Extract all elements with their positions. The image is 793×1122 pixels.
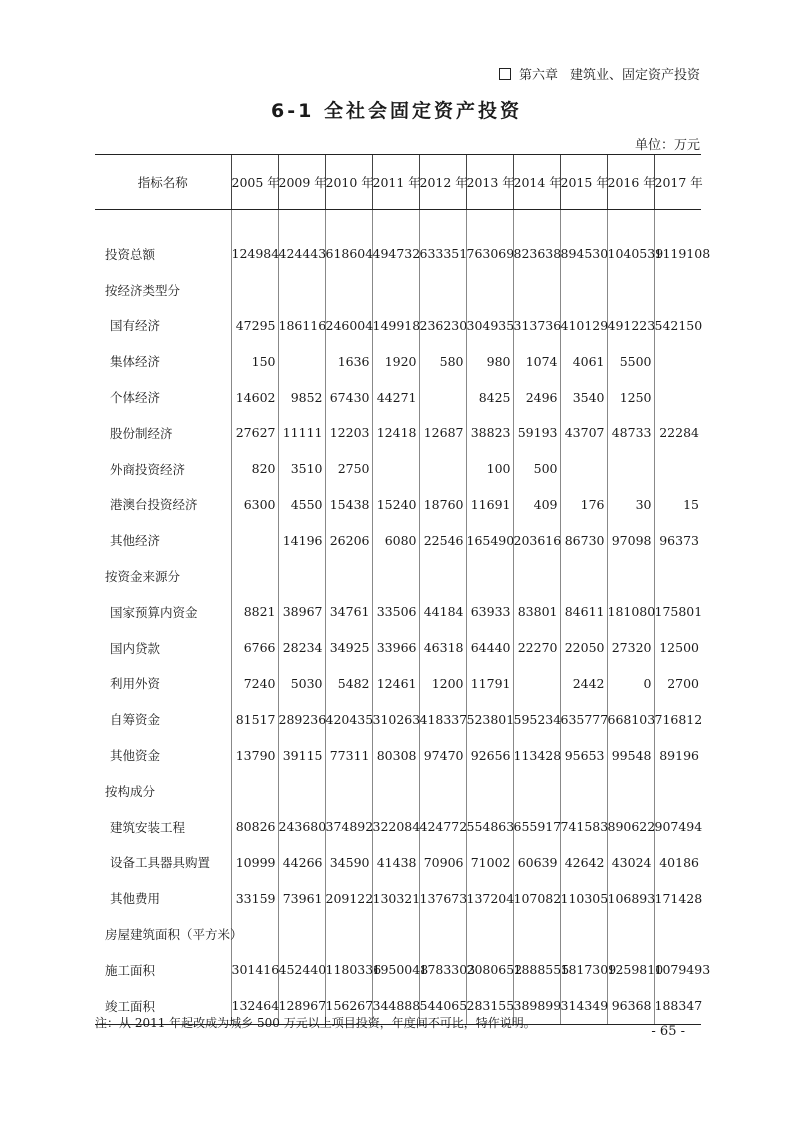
page-title: 6-1 全社会固定资产投资 — [271, 100, 522, 122]
cell-value — [372, 451, 419, 487]
cell-value: 34761 — [325, 594, 372, 630]
cell-value: 137673 — [419, 880, 466, 916]
cell-value: 12687 — [419, 415, 466, 451]
cell-value: 95653 — [560, 737, 607, 773]
table-row — [95, 415, 701, 451]
cell-value: 106893 — [607, 880, 654, 916]
cell-value: 176 — [560, 487, 607, 523]
cell-value: 716812 — [654, 701, 701, 737]
cell-value — [419, 916, 466, 952]
table-row — [95, 845, 701, 881]
cell-value: 34925 — [325, 630, 372, 666]
row-label: 其他费用 — [110, 891, 161, 907]
cell-value: 424443 — [278, 210, 325, 272]
cell-value: 243680 — [278, 809, 325, 845]
cell-value — [654, 272, 701, 308]
cell-value: 96373 — [654, 522, 701, 558]
cell-value: 890622 — [607, 809, 654, 845]
row-label: 国家预算内资金 — [110, 604, 198, 620]
row-label: 利用外资 — [110, 676, 161, 692]
cell-value: 34590 — [325, 845, 372, 881]
cell-value — [278, 558, 325, 594]
table-row — [95, 880, 701, 916]
cell-value: 80826 — [231, 809, 278, 845]
cell-value: 1040539 — [607, 210, 654, 272]
row-label: 其他资金 — [110, 748, 161, 764]
section-label: 建筑业、固定资产投资 — [569, 68, 700, 83]
cell-value: 26206 — [325, 522, 372, 558]
cell-value: 97470 — [419, 737, 466, 773]
cell-value: 2080652 — [466, 952, 513, 988]
cell-value: 132464 — [231, 988, 278, 1024]
row-label: 竣工面积 — [95, 988, 231, 1024]
cell-value: 301416 — [231, 952, 278, 988]
cell-value — [513, 666, 560, 702]
cell-value: 137204 — [466, 880, 513, 916]
cell-value: 39115 — [278, 737, 325, 773]
cell-value: 322084 — [372, 809, 419, 845]
cell-value: 5482 — [325, 666, 372, 702]
cell-value: 2496 — [513, 379, 560, 415]
cell-value: 6300 — [231, 487, 278, 523]
cell-value — [231, 272, 278, 308]
cell-value: 64440 — [466, 630, 513, 666]
cell-value: 12203 — [325, 415, 372, 451]
table-row — [95, 210, 701, 272]
table-row — [95, 916, 701, 952]
cell-value: 1920 — [372, 343, 419, 379]
table-row — [95, 594, 701, 630]
cell-value: 165490 — [466, 522, 513, 558]
cell-value: 823638 — [513, 210, 560, 272]
cell-value: 92656 — [466, 737, 513, 773]
cell-value: 130321 — [372, 880, 419, 916]
cell-value: 14602 — [231, 379, 278, 415]
table-row — [95, 809, 701, 845]
cell-value: 15 — [654, 487, 701, 523]
cell-value — [325, 916, 372, 952]
cell-value: 188347 — [654, 988, 701, 1024]
cell-value: 1636 — [325, 343, 372, 379]
row-label: 设备工具器具购置 — [110, 855, 211, 871]
cell-value: 500 — [513, 451, 560, 487]
cell-value: 668103 — [607, 701, 654, 737]
column-header-year: 2011 年 — [372, 155, 419, 210]
cell-value — [654, 451, 701, 487]
column-header-year: 2016 年 — [607, 155, 654, 210]
cell-value: 73961 — [278, 880, 325, 916]
cell-value: 43707 — [560, 415, 607, 451]
cell-value — [278, 773, 325, 809]
cell-value: 203616 — [513, 522, 560, 558]
cell-value: 9852 — [278, 379, 325, 415]
table-row — [95, 558, 701, 594]
cell-value: 374892 — [325, 809, 372, 845]
cell-value: 97098 — [607, 522, 654, 558]
cell-value: 107082 — [513, 880, 560, 916]
cell-value: 12418 — [372, 415, 419, 451]
cell-value: 110305 — [560, 880, 607, 916]
cell-value: 10999 — [231, 845, 278, 881]
cell-value — [419, 272, 466, 308]
row-label: 建筑安装工程 — [110, 819, 186, 835]
page-number: - 65 - — [651, 1024, 685, 1039]
cell-value: 63933 — [466, 594, 513, 630]
cell-value: 6766 — [231, 630, 278, 666]
cell-value: 8821 — [231, 594, 278, 630]
cell-value: 27627 — [231, 415, 278, 451]
cell-value: 418337 — [419, 701, 466, 737]
cell-value: 1817309 — [560, 952, 607, 988]
cell-value — [654, 343, 701, 379]
cell-value: 11691 — [466, 487, 513, 523]
cell-value: 580 — [419, 343, 466, 379]
cell-value: 283155 — [466, 988, 513, 1024]
cell-value: 8425 — [466, 379, 513, 415]
cell-value: 409 — [513, 487, 560, 523]
cell-value — [513, 272, 560, 308]
table-row — [95, 737, 701, 773]
cell-value: 1950048 — [372, 952, 419, 988]
table-row — [95, 701, 701, 737]
cell-value: 763069 — [466, 210, 513, 272]
cell-value: 310263 — [372, 701, 419, 737]
cell-value: 2700 — [654, 666, 701, 702]
row-label: 投资总额 — [105, 246, 156, 262]
cell-value: 22546 — [419, 522, 466, 558]
cell-value: 71002 — [466, 845, 513, 881]
cell-value: 149918 — [372, 308, 419, 344]
cell-value: 0 — [607, 666, 654, 702]
cell-value: 13790 — [231, 737, 278, 773]
row-label: 其他经济 — [110, 533, 161, 549]
cell-value: 96368 — [607, 988, 654, 1024]
cell-value — [419, 558, 466, 594]
cell-value — [513, 916, 560, 952]
cell-value: 313736 — [513, 308, 560, 344]
cell-value: 6080 — [372, 522, 419, 558]
cell-value: 60639 — [513, 845, 560, 881]
cell-value — [607, 916, 654, 952]
cell-value: 2750 — [325, 451, 372, 487]
column-header-year: 2017 年 — [654, 155, 701, 210]
table-row — [95, 773, 701, 809]
cell-value: 618604 — [325, 210, 372, 272]
cell-value: 14196 — [278, 522, 325, 558]
cell-value: 113428 — [513, 737, 560, 773]
column-header-year: 2009 年 — [278, 155, 325, 210]
cell-value — [419, 379, 466, 415]
cell-value: 1074 — [513, 343, 560, 379]
cell-value — [607, 773, 654, 809]
cell-value: 89196 — [654, 737, 701, 773]
cell-value: 33159 — [231, 880, 278, 916]
chapter-label: 第六章 — [518, 68, 558, 83]
cell-value — [231, 522, 278, 558]
cell-value: 40186 — [654, 845, 701, 881]
row-label: 集体经济 — [110, 354, 161, 370]
cell-value — [372, 916, 419, 952]
cell-value: 77311 — [325, 737, 372, 773]
cell-value: 81517 — [231, 701, 278, 737]
cell-value: 554863 — [466, 809, 513, 845]
cell-value — [325, 272, 372, 308]
cell-value — [419, 451, 466, 487]
cell-value: 635777 — [560, 701, 607, 737]
cell-value — [466, 558, 513, 594]
cell-value: 181080 — [607, 594, 654, 630]
table-header-row — [95, 155, 701, 210]
cell-value: 12500 — [654, 630, 701, 666]
cell-value: 820 — [231, 451, 278, 487]
cell-value: 15240 — [372, 487, 419, 523]
cell-value — [278, 343, 325, 379]
row-label: 股份制经济 — [110, 425, 173, 441]
cell-value: 633351 — [419, 210, 466, 272]
cell-value: 22050 — [560, 630, 607, 666]
row-label: 港澳台投资经济 — [110, 497, 198, 513]
cell-value: 156267 — [325, 988, 372, 1024]
column-header-year: 2015 年 — [560, 155, 607, 210]
row-label: 外商投资经济 — [110, 461, 186, 477]
cell-value: 175801 — [654, 594, 701, 630]
row-label: 个体经济 — [110, 390, 161, 406]
cell-value: 15438 — [325, 487, 372, 523]
cell-value — [466, 916, 513, 952]
cell-value — [278, 272, 325, 308]
cell-value: 22270 — [513, 630, 560, 666]
cell-value: 523801 — [466, 701, 513, 737]
footnote: 注：从 2011 年起改成为城乡 500 万元以上项目投资，年度间不可比，特作说明。 — [95, 1016, 536, 1030]
cell-value: 18760 — [419, 487, 466, 523]
row-label: 按经济类型分 — [105, 282, 181, 298]
cell-value — [560, 272, 607, 308]
cell-value: 124984 — [231, 210, 278, 272]
cell-value: 389899 — [513, 988, 560, 1024]
row-label: 按资金来源分 — [105, 569, 181, 585]
cell-value — [372, 558, 419, 594]
cell-value — [466, 773, 513, 809]
cell-value: 100 — [466, 451, 513, 487]
cell-value: 3510 — [278, 451, 325, 487]
table-row — [95, 952, 701, 988]
cell-value — [560, 451, 607, 487]
cell-value: 595234 — [513, 701, 560, 737]
table-row — [95, 308, 701, 344]
cell-value — [607, 558, 654, 594]
cell-value: 67430 — [325, 379, 372, 415]
cell-value: 33506 — [372, 594, 419, 630]
cell-value — [654, 379, 701, 415]
row-label: 国内贷款 — [110, 640, 161, 656]
cell-value: 894530 — [560, 210, 607, 272]
cell-value: 344888 — [372, 988, 419, 1024]
cell-value: 542150 — [654, 308, 701, 344]
cell-value: 1259810 — [607, 952, 654, 988]
investment-table — [95, 154, 711, 1025]
column-header-year: 2010 年 — [325, 155, 372, 210]
cell-value — [654, 916, 701, 952]
cell-value — [654, 773, 701, 809]
cell-value: 1200 — [419, 666, 466, 702]
cell-value: 128967 — [278, 988, 325, 1024]
cell-value: 30 — [607, 487, 654, 523]
table-row — [95, 630, 701, 666]
cell-value: 236230 — [419, 308, 466, 344]
cell-value: 544065 — [419, 988, 466, 1024]
cell-value: 1079493 — [654, 952, 701, 988]
cell-value: 304935 — [466, 308, 513, 344]
cell-value: 420435 — [325, 701, 372, 737]
cell-value — [560, 773, 607, 809]
cell-value: 44271 — [372, 379, 419, 415]
table-row — [95, 343, 701, 379]
cell-value: 491223 — [607, 308, 654, 344]
cell-value: 209122 — [325, 880, 372, 916]
cell-value: 4061 — [560, 343, 607, 379]
cell-value: 1888555 — [513, 952, 560, 988]
cell-value: 11791 — [466, 666, 513, 702]
cell-value: 84611 — [560, 594, 607, 630]
cell-value — [231, 558, 278, 594]
column-header-year: 2014 年 — [513, 155, 560, 210]
column-header-year: 2005 年 — [231, 155, 278, 210]
cell-value: 1783303 — [419, 952, 466, 988]
row-label: 房屋建筑面积（平方米） — [105, 927, 243, 943]
cell-value: 80308 — [372, 737, 419, 773]
table-row — [95, 272, 701, 308]
cell-value: 86730 — [560, 522, 607, 558]
cell-value: 46318 — [419, 630, 466, 666]
cell-value: 4550 — [278, 487, 325, 523]
cell-value — [419, 773, 466, 809]
cell-value: 22284 — [654, 415, 701, 451]
cell-value: 43024 — [607, 845, 654, 881]
table-row — [95, 379, 701, 415]
cell-value: 494732 — [372, 210, 419, 272]
cell-value: 47295 — [231, 308, 278, 344]
column-header-year: 2013 年 — [466, 155, 513, 210]
cell-value: 655917 — [513, 809, 560, 845]
cell-value: 171428 — [654, 880, 701, 916]
cell-value — [372, 272, 419, 308]
cell-value — [466, 272, 513, 308]
cell-value: 33966 — [372, 630, 419, 666]
cell-value: 1250 — [607, 379, 654, 415]
table-row — [95, 487, 701, 523]
table-row — [95, 522, 701, 558]
cell-value: 41438 — [372, 845, 419, 881]
cell-value — [231, 773, 278, 809]
table-row — [95, 451, 701, 487]
cell-value: 186116 — [278, 308, 325, 344]
cell-value: 452440 — [278, 952, 325, 988]
unit-label: 单位：万元 — [634, 138, 700, 153]
cell-value — [607, 272, 654, 308]
cell-value: 59193 — [513, 415, 560, 451]
cell-value — [278, 916, 325, 952]
cell-value — [513, 558, 560, 594]
cell-value: 741583 — [560, 809, 607, 845]
square-icon — [499, 68, 511, 80]
cell-value: 12461 — [372, 666, 419, 702]
cell-value — [607, 451, 654, 487]
cell-value: 5030 — [278, 666, 325, 702]
cell-value: 2442 — [560, 666, 607, 702]
cell-value — [513, 773, 560, 809]
cell-value: 1119108 — [654, 210, 701, 272]
row-label: 按构成分 — [105, 783, 156, 799]
cell-value: 99548 — [607, 737, 654, 773]
cell-value: 83801 — [513, 594, 560, 630]
cell-value: 314349 — [560, 988, 607, 1024]
cell-value: 410129 — [560, 308, 607, 344]
table-row — [95, 666, 701, 702]
cell-value: 907494 — [654, 809, 701, 845]
cell-value — [560, 558, 607, 594]
column-header-indicator: 指标名称 — [95, 155, 231, 210]
cell-value — [654, 558, 701, 594]
cell-value: 150 — [231, 343, 278, 379]
cell-value: 7240 — [231, 666, 278, 702]
cell-value: 246004 — [325, 308, 372, 344]
cell-value: 42642 — [560, 845, 607, 881]
cell-value — [325, 773, 372, 809]
cell-value: 3540 — [560, 379, 607, 415]
cell-value: 38823 — [466, 415, 513, 451]
cell-value: 27320 — [607, 630, 654, 666]
cell-value: 48733 — [607, 415, 654, 451]
cell-value: 1180336 — [325, 952, 372, 988]
cell-value: 44184 — [419, 594, 466, 630]
cell-value: 38967 — [278, 594, 325, 630]
running-header — [499, 64, 700, 83]
row-label: 施工面积 — [105, 962, 156, 978]
cell-value: 5500 — [607, 343, 654, 379]
cell-value: 980 — [466, 343, 513, 379]
row-label: 国有经济 — [110, 318, 161, 334]
cell-value — [325, 558, 372, 594]
column-header-year: 2012 年 — [419, 155, 466, 210]
row-label: 自筹资金 — [110, 712, 161, 728]
cell-value: 424772 — [419, 809, 466, 845]
cell-value: 11111 — [278, 415, 325, 451]
cell-value — [372, 773, 419, 809]
cell-value: 44266 — [278, 845, 325, 881]
cell-value: 289236 — [278, 701, 325, 737]
cell-value: 28234 — [278, 630, 325, 666]
cell-value — [560, 916, 607, 952]
cell-value: 70906 — [419, 845, 466, 881]
